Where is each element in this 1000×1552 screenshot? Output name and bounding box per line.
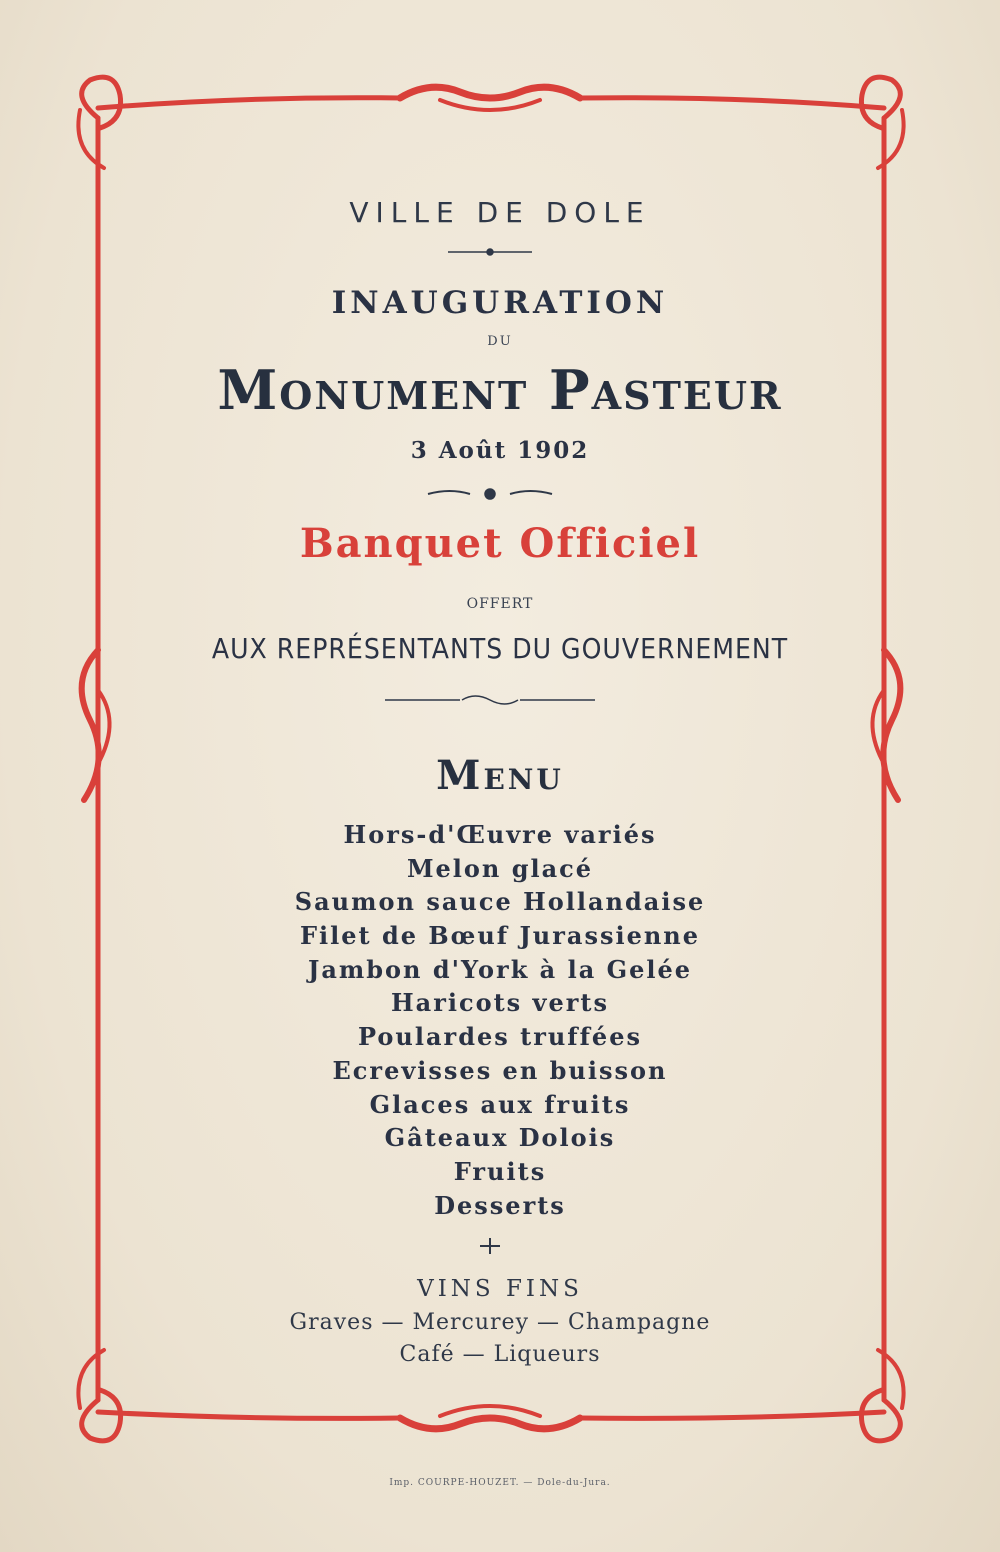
du-connector: DU (487, 334, 513, 349)
offert-label: OFFERT (466, 596, 534, 612)
menu-item: Melon glacé (406, 853, 594, 883)
recipients-line: AUX REPRÉSENTANTS DU GOUVERNEMENT (211, 632, 789, 665)
menu-item: Haricots verts (390, 988, 610, 1018)
menu-items-list (0, 818, 1000, 1222)
wines-list: Graves — Mercurey — Champagne (289, 1310, 711, 1335)
banquet-title: Banquet Officiel (299, 520, 701, 567)
city-heading: VILLE DE DOLE (349, 196, 651, 229)
menu-item: Fruits (453, 1156, 547, 1186)
menu-item: Filet de Bœuf Jurassienne (299, 921, 701, 951)
wines-heading: VINS FINS (417, 1276, 583, 1302)
event-heading: INAUGURATION (331, 285, 669, 321)
menu-title: Menu (436, 752, 564, 799)
menu-item: Glaces aux fruits (369, 1089, 631, 1119)
menu-item: Desserts (434, 1190, 566, 1220)
printer-imprint: Imp. COURPE-HOUZET. — Dole-du-Jura. (389, 1478, 611, 1488)
menu-item: Jambon d'York à la Gelée (307, 954, 693, 984)
menu-item: Ecrevisses en buisson (332, 1055, 668, 1085)
menu-item: Poulardes truffées (358, 1022, 642, 1052)
coffee-liqueurs-line: Café — Liqueurs (399, 1342, 601, 1367)
menu-item: Gâteaux Dolois (384, 1123, 616, 1153)
monument-title: Monument Pasteur (217, 358, 783, 422)
event-date: 3 Août 1902 (410, 437, 590, 464)
menu-item: Hors-d'Œuvre variés (343, 820, 657, 849)
menu-item: Saumon sauce Hollandaise (294, 887, 706, 917)
